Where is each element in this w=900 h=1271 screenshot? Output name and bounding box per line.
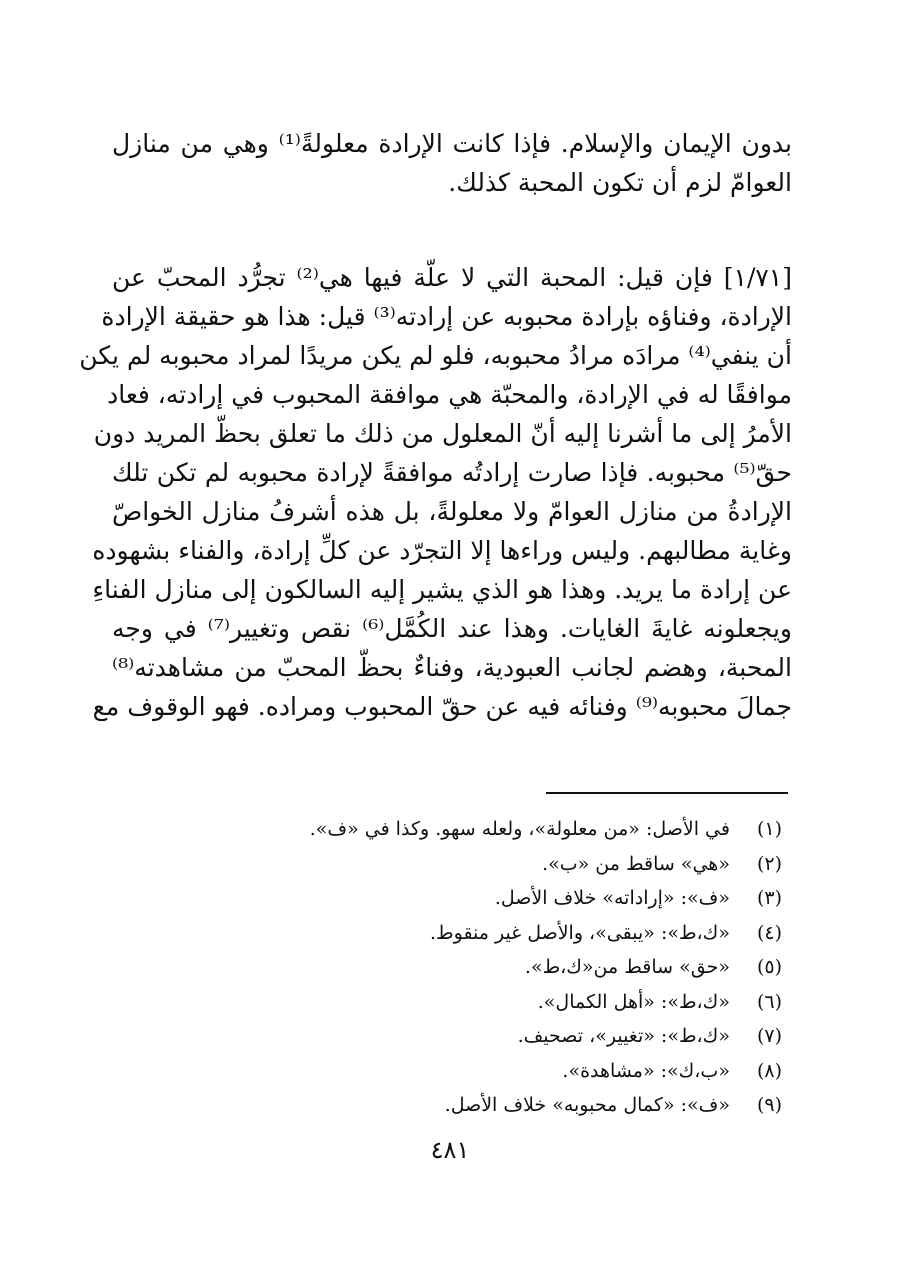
footnote-text: «ك،ط»: «أهل الكمال». bbox=[537, 990, 730, 1013]
footnote-text: «ب،ك»: «مشاهدة». bbox=[562, 1059, 730, 1082]
footnote-text: «ف»: «إراداته» خلاف الأصل. bbox=[494, 887, 730, 909]
text-line: ويجعلونه غايةَ الغايات. وهذا عند الكُمَّل⁽⁶⁾ نقص وتغيير⁽⁷⁾ في وجه bbox=[112, 614, 792, 643]
body-paragraph-1 bbox=[112, 124, 792, 202]
text-line: موافقًا له في الإرادة، والمحبّة هي موافقة المحبوب في إرادته، فعاد bbox=[107, 380, 792, 409]
body-paragraph-2 bbox=[79, 258, 793, 726]
footnote bbox=[222, 1088, 782, 1123]
footnote-number: (٩) bbox=[756, 1094, 782, 1116]
footnote-number: (٥) bbox=[756, 956, 782, 978]
text-line: الإرادة، وفناؤه بإرادة محبوبه عن إرادته⁽³⁾ قيل: هذا هو حقيقة الإرادة bbox=[101, 302, 792, 331]
page-number: ٤٨١ bbox=[430, 1136, 470, 1164]
text-line: [١/٧١] فإن قيل: المحبة التي لا علّة فيها هي⁽²⁾ تجرُّد المحبّ عن bbox=[112, 263, 793, 292]
footnote-text: «ك،ط»: «يبقى»، والأصل غير منقوط. bbox=[430, 921, 730, 944]
text-line: جمالَ محبوبه⁽⁹⁾ وفنائه فيه عن حقّ المحبوب ومراده. فهو الوقوف مع bbox=[92, 692, 792, 721]
footnote-number: (٣) bbox=[756, 887, 782, 909]
footnote bbox=[222, 950, 782, 985]
text-line: أن ينفي⁽⁴⁾ مرادَه مرادُ محبوبه، فلو لم يكن مريدًا لمراد محبوبه لم يكن bbox=[79, 341, 792, 370]
text-line: بدون الإيمان والإسلام. فإذا كانت الإرادة معلولةً⁽¹⁾ وهي من منازل bbox=[112, 129, 792, 158]
footnote-number: (٢) bbox=[756, 852, 782, 875]
footnote bbox=[222, 812, 782, 847]
footnote-text: في الأصل: «من معلولة»، ولعله سهو. وكذا في «ف». bbox=[309, 818, 730, 840]
text-line: حقّ⁽⁵⁾ محبوبه. فإذا صارت إرادتُه موافقةً لإرادة محبوبه لم تكن تلك bbox=[112, 458, 792, 487]
footnote bbox=[222, 916, 782, 951]
text-line: العوامّ لزم أن تكون المحبة كذلك. bbox=[448, 168, 792, 197]
footnote bbox=[222, 1019, 782, 1054]
footnote bbox=[222, 847, 782, 882]
footnote-number: (٧) bbox=[756, 1025, 782, 1047]
footnote-divider bbox=[546, 792, 788, 794]
footnote-text: «حق» ساقط من«ك،ط». bbox=[524, 956, 730, 978]
text-line: وغاية مطالبهم. وليس وراءها إلا التجرّد عن كلِّ إرادة، والفناء بشهوده bbox=[92, 536, 792, 565]
footnote-number: (٦) bbox=[756, 990, 782, 1013]
text-line: الإرادةُ من منازل العوامّ ولا معلولةً، بل هذه أشرفُ منازل الخواصّ bbox=[112, 497, 792, 526]
text-line: المحبة، وهضم لجانب العبودية، وفناءٌ بحظّ المحبّ من مشاهدته⁽⁸⁾ bbox=[112, 653, 792, 682]
text-line: الأمرُ إلى ما أشرنا إليه أنّ المعلول من ذلك ما تعلق بحظّ المريد دون bbox=[93, 419, 792, 448]
footnote-text: «ف»: «كمال محبوبه» خلاف الأصل. bbox=[444, 1094, 730, 1116]
footnote-number: (٤) bbox=[756, 921, 782, 944]
footnote-text: «هي» ساقط من «ب». bbox=[542, 852, 730, 875]
text-line: عن إرادة ما يريد. وهذا هو الذي يشير إليه السالكون إلى منازل الفناءِ bbox=[92, 575, 792, 604]
footnotes bbox=[222, 812, 782, 1123]
footnote-text: «ك،ط»: «تغيير»، تصحيف. bbox=[517, 1025, 730, 1047]
footnote bbox=[222, 985, 782, 1020]
footnote-number: (١) bbox=[756, 818, 782, 840]
footnote bbox=[222, 881, 782, 916]
footnote bbox=[222, 1054, 782, 1089]
footnote-number: (٨) bbox=[756, 1059, 782, 1082]
